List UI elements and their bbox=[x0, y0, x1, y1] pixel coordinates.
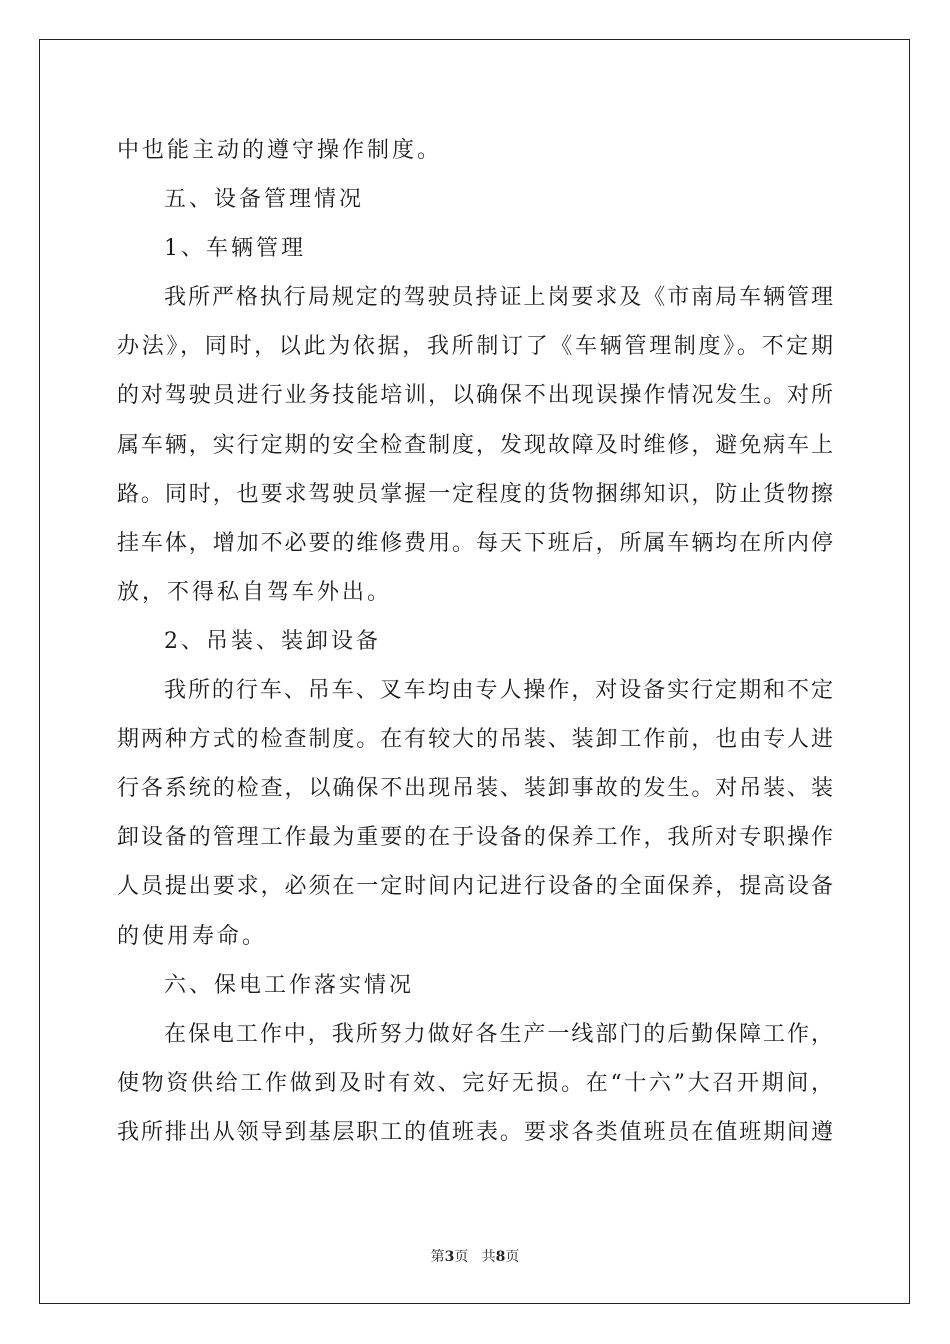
text-line: 我所排出从领导到基层职工的值班表。要求各类值班员在值班期间遵 bbox=[117, 1119, 833, 1145]
text-line: 属车辆，实行定期的安全检查制度，发现故障及时维修，避免病车上 bbox=[117, 432, 833, 458]
text-line: 中也能主动的遵守操作制度。 bbox=[117, 138, 443, 163]
text-line: 在保电工作中，我所努力做好各生产一线部门的后勤保障工作， bbox=[164, 1021, 833, 1047]
page-footer bbox=[0, 1246, 950, 1266]
text-line: 1、车辆管理 bbox=[164, 236, 306, 262]
text-line: 六、保电工作落实情况 bbox=[164, 972, 415, 998]
page-label-prefix: 第 bbox=[430, 1249, 445, 1265]
text-line: 的对驾驶员进行业务技能培训，以确保不出现误操作情况发生。对所 bbox=[117, 383, 833, 409]
current-page-number: 3 bbox=[444, 1249, 455, 1265]
text-line: 路。同时，也要求驾驶员掌握一定程度的货物捆绑知识，防止货物擦 bbox=[117, 481, 833, 507]
total-label-suffix: 页 bbox=[505, 1249, 520, 1265]
text-line: 期两种方式的检查制度。在有较大的吊装、装卸工作前，也由专人进 bbox=[117, 727, 833, 753]
text-line: 办法》，同时，以此为依据，我所制订了《车辆管理制度》。不定期 bbox=[117, 334, 833, 360]
text-line: 人员提出要求，必须在一定时间内记进行设备的全面保养，提高设备 bbox=[117, 874, 833, 900]
text-line: 放，不得私自驾车外出。 bbox=[117, 579, 393, 605]
text-line: 挂车体，增加不必要的维修费用。每天下班后，所属车辆均在所内停 bbox=[117, 530, 833, 556]
text-line: 的使用寿命。 bbox=[117, 923, 268, 949]
total-label-prefix: 共 bbox=[481, 1249, 496, 1265]
text-line: 2、吊装、装卸设备 bbox=[164, 628, 381, 654]
text-line: 五、设备管理情况 bbox=[164, 187, 365, 213]
total-page-number: 8 bbox=[495, 1249, 506, 1265]
text-line: 卸设备的管理工作最为重要的在于设备的保养工作，我所对专职操作 bbox=[117, 825, 833, 851]
text-line: 我所的行车、吊车、叉车均由专人操作，对设备实行定期和不定 bbox=[164, 678, 833, 704]
document-body bbox=[117, 126, 833, 1157]
page-label-suffix: 页 bbox=[454, 1249, 469, 1265]
text-line: 行各系统的检查，以确保不出现吊装、装卸事故的发生。对吊装、装 bbox=[117, 776, 833, 802]
text-line: 我所严格执行局规定的驾驶员持证上岗要求及《市南局车辆管理 bbox=[164, 285, 833, 311]
text-line: 使物资供给工作做到及时有效、完好无损。在“十六”大召开期间， bbox=[117, 1070, 833, 1096]
